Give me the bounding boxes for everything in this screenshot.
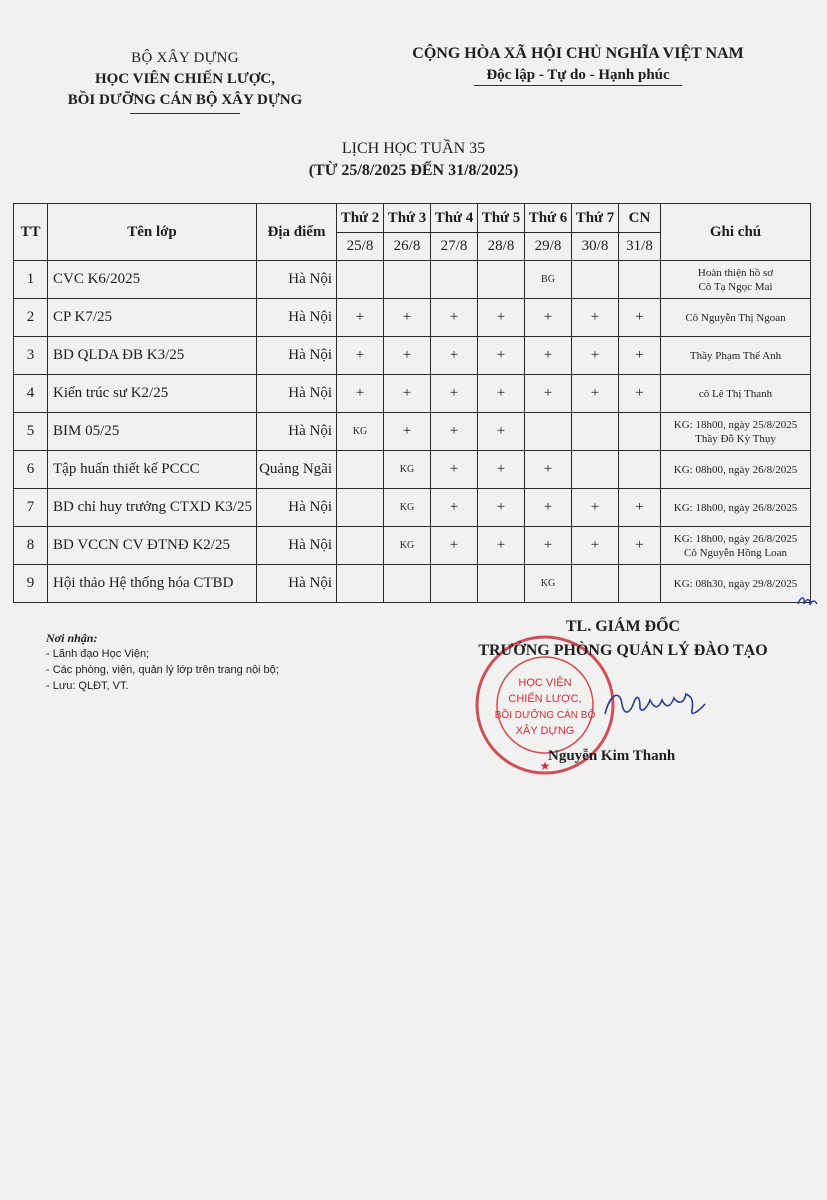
note-line: KG: 08h30, ngày 29/8/2025 xyxy=(673,577,798,590)
table-row xyxy=(14,299,811,337)
day-mark: KG xyxy=(337,413,384,451)
row-number: 7 xyxy=(14,489,48,527)
day-mark xyxy=(619,261,661,299)
day-mark xyxy=(619,413,661,451)
header-day: Thứ 4 xyxy=(431,204,478,233)
day-mark: + xyxy=(431,413,478,451)
day-mark: KG xyxy=(525,565,572,603)
header-organization xyxy=(40,48,330,114)
row-number: 2 xyxy=(14,299,48,337)
header-date: 27/8 xyxy=(431,233,478,261)
class-place: Quảng Ngãi xyxy=(257,451,337,489)
class-name: Hội thảo Hệ thống hóa CTBD xyxy=(48,565,257,603)
document-title xyxy=(0,138,827,182)
day-mark xyxy=(478,261,525,299)
day-mark: + xyxy=(572,527,619,565)
day-mark: + xyxy=(431,299,478,337)
signature-line2: TRƯỞNG PHÒNG QUẢN LÝ ĐÀO TẠO xyxy=(478,642,768,659)
table-row xyxy=(14,527,811,565)
stamp-text: HỌC VIỆN xyxy=(518,677,572,689)
row-number: 5 xyxy=(14,413,48,451)
class-place: Hà Nội xyxy=(257,299,337,337)
institute-name-line1: HỌC VIÊN CHIẾN LƯỢC, xyxy=(94,71,276,87)
row-number: 8 xyxy=(14,527,48,565)
row-number: 3 xyxy=(14,337,48,375)
class-place: Hà Nội xyxy=(257,261,337,299)
class-note xyxy=(661,299,811,337)
row-number: 1 xyxy=(14,261,48,299)
day-mark: + xyxy=(337,337,384,375)
header-day: Thứ 2 xyxy=(337,204,384,233)
day-mark xyxy=(525,413,572,451)
day-mark: + xyxy=(572,375,619,413)
header-day: Thứ 5 xyxy=(478,204,525,233)
day-mark: + xyxy=(431,451,478,489)
table-row xyxy=(14,489,811,527)
class-place: Hà Nội xyxy=(257,565,337,603)
row-number: 4 xyxy=(14,375,48,413)
day-mark: + xyxy=(525,337,572,375)
recipient-item: - Các phòng, viện, quản lý lớp trên trang nội bộ; xyxy=(46,664,279,676)
header-place: Địa điểm xyxy=(257,204,337,261)
class-note xyxy=(661,565,811,603)
day-mark: + xyxy=(478,451,525,489)
header-day: Thứ 3 xyxy=(384,204,431,233)
day-mark: KG xyxy=(384,527,431,565)
header-date: 31/8 xyxy=(619,233,661,261)
day-mark: + xyxy=(572,337,619,375)
nation-name: CỘNG HÒA XÃ HỘI CHỦ NGHĨA VIỆT NAM xyxy=(412,45,744,62)
header-day: CN xyxy=(619,204,661,233)
day-mark: + xyxy=(572,489,619,527)
day-mark: + xyxy=(478,337,525,375)
day-mark: + xyxy=(431,527,478,565)
header-date: 26/8 xyxy=(384,233,431,261)
table-row xyxy=(14,261,811,299)
day-mark: + xyxy=(337,299,384,337)
day-mark: + xyxy=(478,299,525,337)
note-line: Cô Nguyễn Thị Ngoan xyxy=(685,311,786,324)
header-date: 25/8 xyxy=(337,233,384,261)
day-mark xyxy=(337,565,384,603)
day-mark xyxy=(619,565,661,603)
class-note xyxy=(661,527,811,565)
header-divider xyxy=(130,113,240,114)
class-note xyxy=(661,489,811,527)
class-name: BD chỉ huy trưởng CTXD K3/25 xyxy=(48,489,257,527)
header-day: Thứ 6 xyxy=(525,204,572,233)
day-mark: + xyxy=(384,413,431,451)
stamp-text: BỒI DƯỠNG CÁN BỘ xyxy=(494,710,596,721)
day-mark: + xyxy=(478,527,525,565)
signature-line1: TL. GIÁM ĐỐC xyxy=(565,618,681,635)
class-name: CP K7/25 xyxy=(48,299,257,337)
day-mark: + xyxy=(525,451,572,489)
initials-mark xyxy=(795,592,821,610)
day-mark: + xyxy=(431,337,478,375)
day-mark xyxy=(337,489,384,527)
class-note xyxy=(661,337,811,375)
ministry-name: BỘ XÂY DỰNG xyxy=(131,50,239,66)
handwritten-signature xyxy=(600,674,710,734)
note-line: KG: 18h00, ngày 25/8/2025 xyxy=(673,418,798,431)
star-icon: ★ xyxy=(539,759,551,773)
class-name: BD QLDA ĐB K3/25 xyxy=(48,337,257,375)
day-mark xyxy=(337,527,384,565)
day-mark: + xyxy=(525,299,572,337)
row-number: 6 xyxy=(14,451,48,489)
class-place: Hà Nội xyxy=(257,375,337,413)
day-mark: + xyxy=(337,375,384,413)
day-mark: + xyxy=(525,375,572,413)
header-date: 30/8 xyxy=(572,233,619,261)
row-number: 9 xyxy=(14,565,48,603)
recipients-title: Nơi nhận: xyxy=(46,631,98,645)
class-name: Tập huấn thiết kế PCCC xyxy=(48,451,257,489)
day-mark xyxy=(572,261,619,299)
day-mark xyxy=(572,565,619,603)
day-mark: + xyxy=(478,375,525,413)
day-mark: + xyxy=(431,375,478,413)
note-line: KG: 08h00, ngày 26/8/2025 xyxy=(673,463,798,476)
day-mark: + xyxy=(619,375,661,413)
note-line: cô Lê Thị Thanh xyxy=(698,387,773,400)
day-mark xyxy=(478,565,525,603)
title-line2: (TỪ 25/8/2025 ĐẾN 31/8/2025) xyxy=(308,162,519,179)
note-line: Thầy Đỗ Kỳ Thụy xyxy=(695,432,776,445)
signer-name: Nguyễn Kim Thanh xyxy=(548,748,676,764)
class-note xyxy=(661,261,811,299)
day-mark: KG xyxy=(384,451,431,489)
recipient-item: - Lãnh đạo Học Viện; xyxy=(46,648,150,660)
header-nation xyxy=(378,45,778,86)
day-mark xyxy=(572,413,619,451)
header-class-name: Tên lớp xyxy=(48,204,257,261)
day-mark: + xyxy=(619,337,661,375)
day-mark xyxy=(337,261,384,299)
class-place: Hà Nội xyxy=(257,337,337,375)
day-mark: KG xyxy=(384,489,431,527)
table-row xyxy=(14,413,811,451)
day-mark: + xyxy=(572,299,619,337)
table-row xyxy=(14,451,811,489)
day-mark: + xyxy=(478,413,525,451)
table-row xyxy=(14,565,811,603)
day-mark xyxy=(384,565,431,603)
note-line: Cô Tạ Ngọc Mai xyxy=(698,280,773,293)
day-mark xyxy=(384,261,431,299)
class-note xyxy=(661,413,811,451)
stamp-text: CHIẾN LƯỢC, xyxy=(508,693,582,705)
class-name: BD VCCN CV ĐTNĐ K2/25 xyxy=(48,527,257,565)
day-mark xyxy=(431,565,478,603)
day-mark: BG xyxy=(525,261,572,299)
day-mark: + xyxy=(525,527,572,565)
note-line: KG: 18h00, ngày 26/8/2025 xyxy=(673,501,798,514)
table-row xyxy=(14,375,811,413)
day-mark xyxy=(431,261,478,299)
day-mark: + xyxy=(384,337,431,375)
schedule-table xyxy=(13,203,811,603)
day-mark: + xyxy=(619,489,661,527)
signature-heading xyxy=(463,615,783,663)
day-mark xyxy=(572,451,619,489)
header-tt: TT xyxy=(14,204,48,261)
class-place: Hà Nội xyxy=(257,413,337,451)
day-mark: + xyxy=(431,489,478,527)
day-mark xyxy=(337,451,384,489)
table-row xyxy=(14,337,811,375)
day-mark: + xyxy=(619,299,661,337)
day-mark: + xyxy=(384,375,431,413)
class-name: BIM 05/25 xyxy=(48,413,257,451)
day-mark: + xyxy=(384,299,431,337)
nation-motto: Độc lập - Tự do - Hạnh phúc xyxy=(474,67,681,86)
recipients-block xyxy=(46,630,279,694)
note-line: KG: 18h00, ngày 26/8/2025 xyxy=(673,532,798,545)
header-date: 28/8 xyxy=(478,233,525,261)
day-mark: + xyxy=(619,527,661,565)
header-date: 29/8 xyxy=(525,233,572,261)
class-place: Hà Nội xyxy=(257,527,337,565)
stamp-text: XÂY DỰNG xyxy=(515,725,575,737)
recipient-item: - Lưu: QLĐT, VT. xyxy=(46,680,129,692)
header-day: Thứ 7 xyxy=(572,204,619,233)
title-line1: LỊCH HỌC TUẦN 35 xyxy=(341,140,486,157)
class-note xyxy=(661,375,811,413)
note-line: Thầy Phạm Thế Anh xyxy=(689,349,782,362)
day-mark xyxy=(619,451,661,489)
class-name: Kiến trúc sư K2/25 xyxy=(48,375,257,413)
header-note: Ghi chú xyxy=(661,204,811,261)
class-note xyxy=(661,451,811,489)
day-mark: + xyxy=(525,489,572,527)
class-name: CVC K6/2025 xyxy=(48,261,257,299)
class-place: Hà Nội xyxy=(257,489,337,527)
note-line: Hoàn thiện hồ sơ xyxy=(697,266,774,279)
note-line: Cô Nguyễn Hồng Loan xyxy=(684,546,787,559)
institute-name-line2: BỒI DƯỠNG CÁN BỘ XÂY DỰNG xyxy=(67,92,303,108)
day-mark: + xyxy=(478,489,525,527)
